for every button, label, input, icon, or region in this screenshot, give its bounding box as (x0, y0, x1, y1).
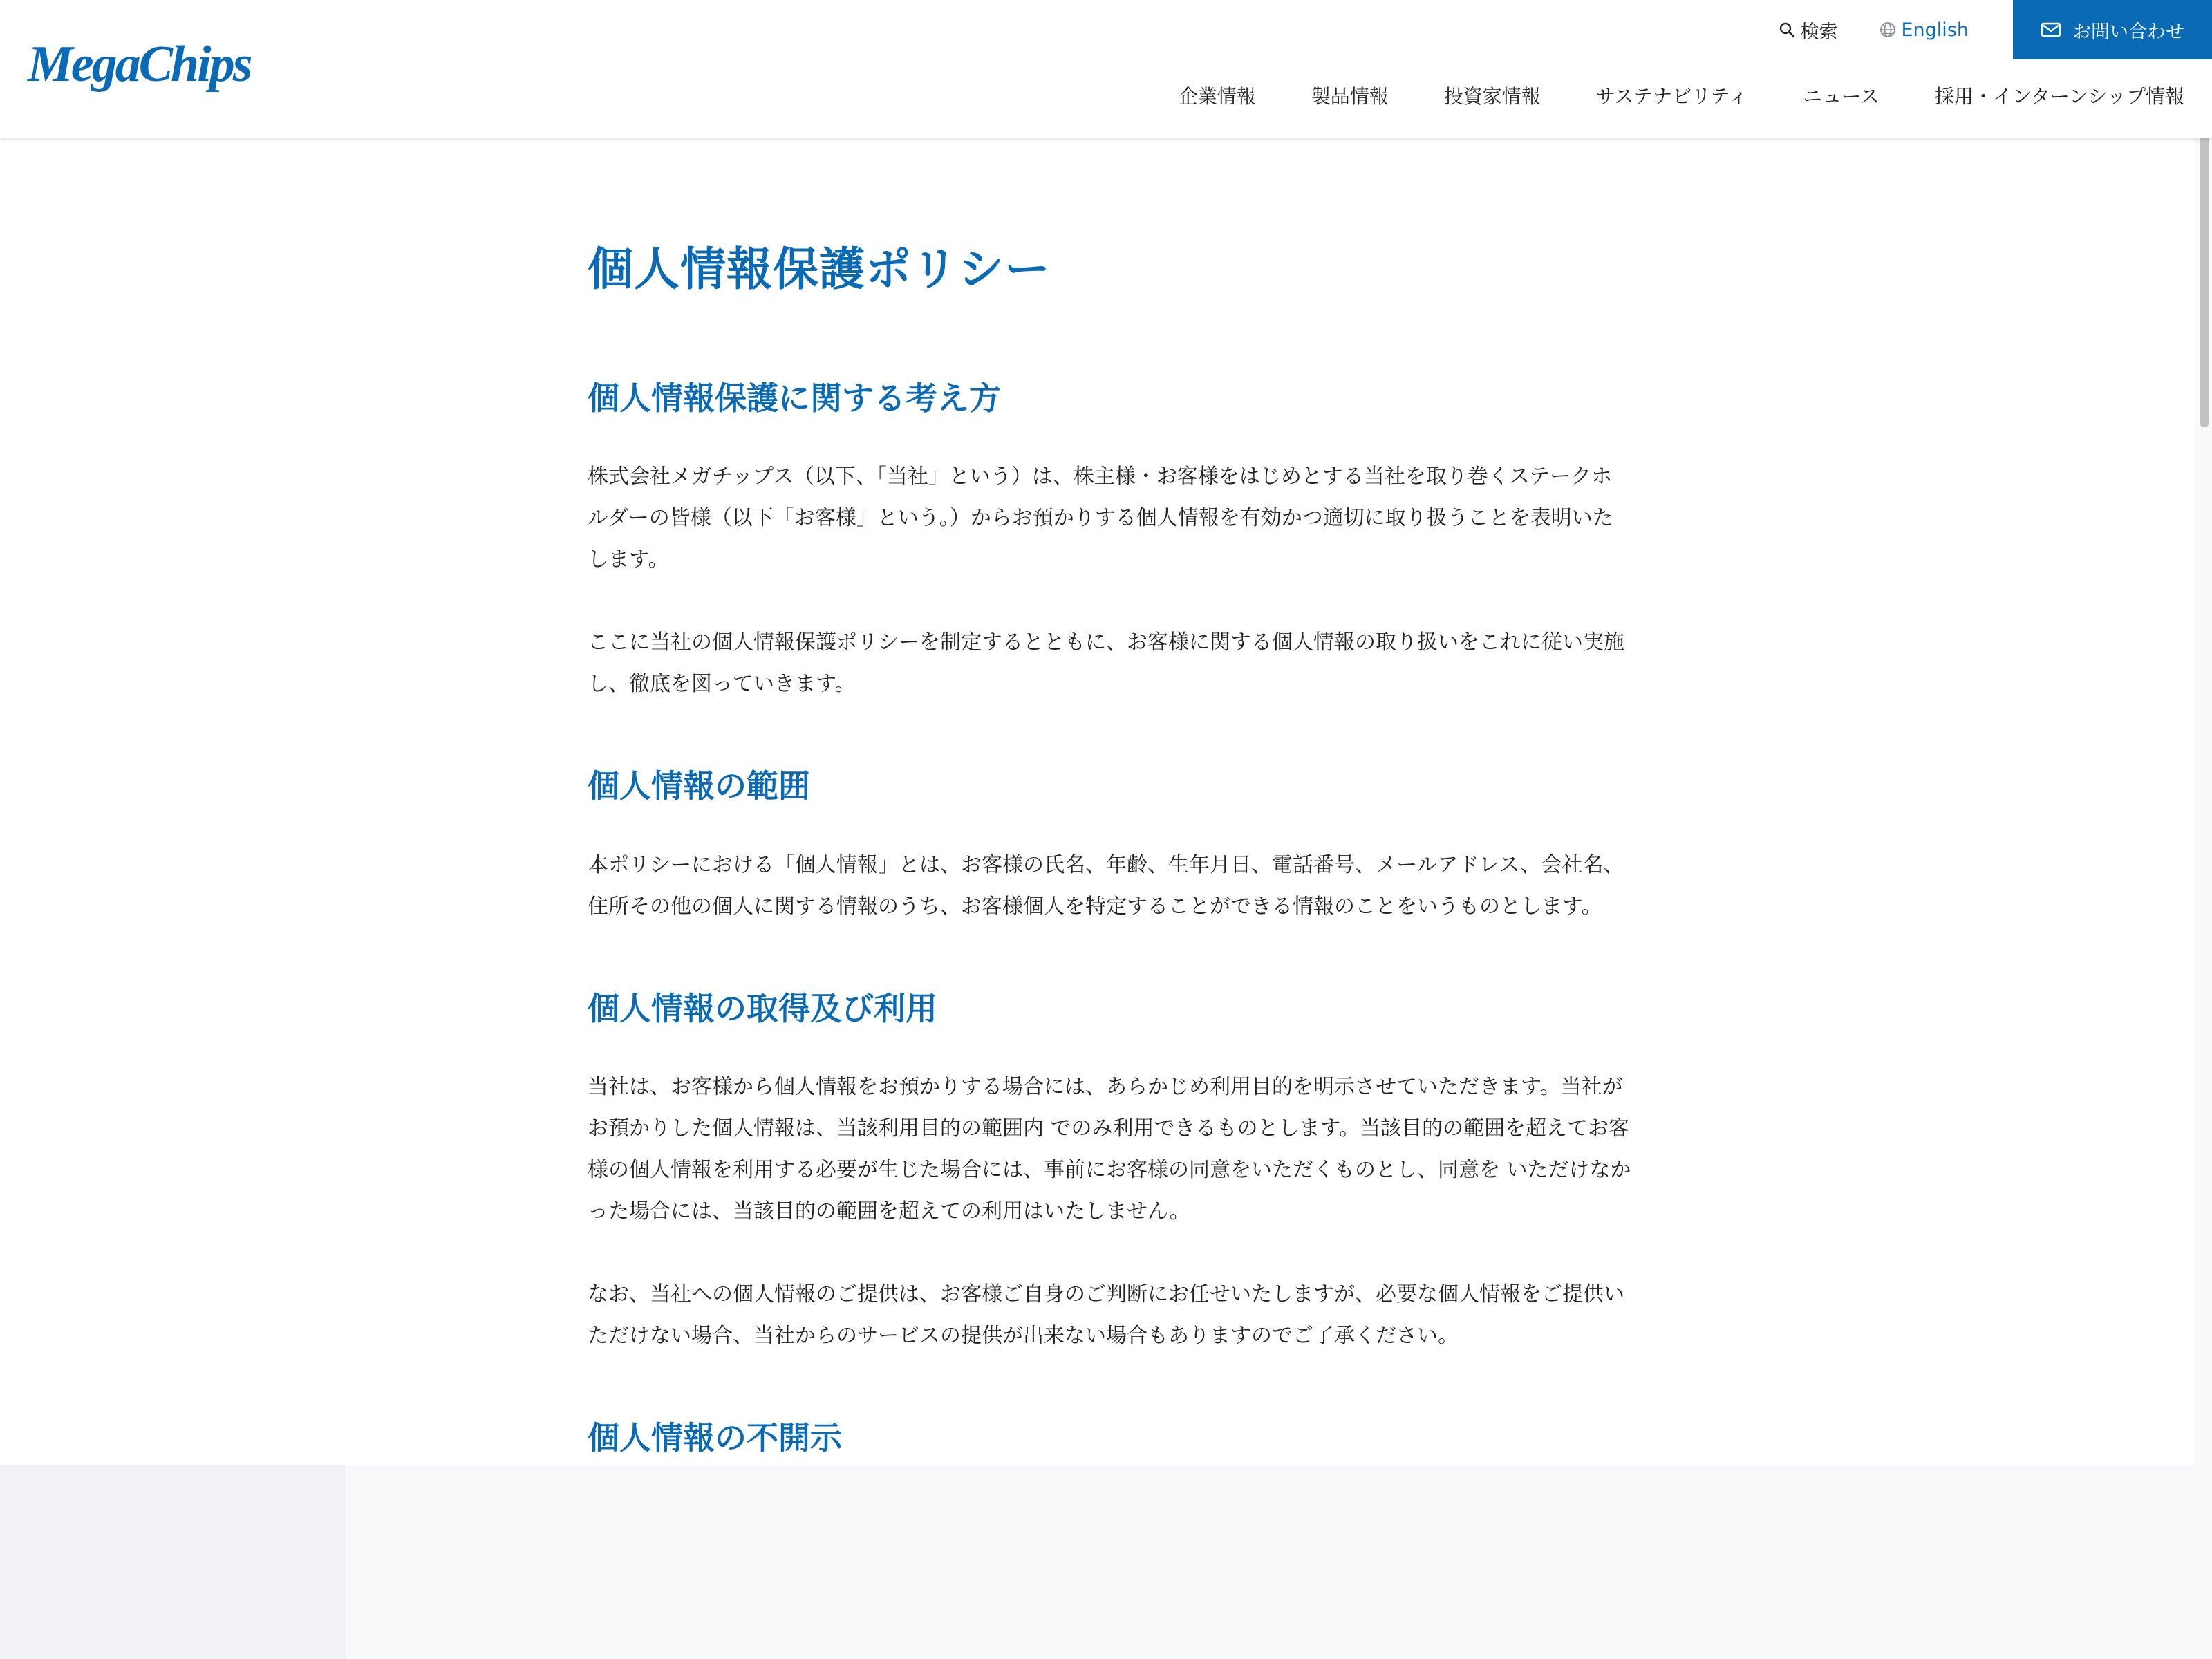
section-paragraph: なお、当社への個人情報のご提供は、お客様ご自身のご判断にお任せいたしますが、必要な個人情報をご提供いただけない場合、当社からのサービスの提供が出来ない場合もありますのでご了承ください。 (588, 1282, 1624, 1348)
search-icon (1779, 21, 1795, 38)
contact-button[interactable] (2013, 0, 2212, 59)
language-switch[interactable] (1880, 19, 1969, 41)
section-paragraph: 本ポリシーにおける「個人情報」とは、お客様の氏名、年齢、生年月日、電話番号、メールアドレス、会社名、住所その他の個人に関する情報のうち、お客様個人を特定することができる情報のことをいうものとします。 (588, 852, 1624, 919)
section-title: 個人情報の取得及び利用 (588, 989, 937, 1027)
section-paragraph: 株式会社メガチップス（以下、「当社」という）は、株主様・お客様をはじめとする当社を取り巻くステークホルダーの皆様（以下「お客様」という。）からお預かりする個人情報を有効かつ適切に取り扱うことを表明いたします。 (588, 465, 1613, 572)
globe-icon (1880, 21, 1896, 38)
search-link[interactable] (1779, 17, 1838, 44)
section-acquisition-use (588, 990, 1631, 1357)
nav-item-company[interactable]: 企業情報 (1178, 85, 1256, 108)
cookie-banner-panel (0, 1465, 346, 1659)
main-content (588, 242, 1631, 1457)
nav-item-careers[interactable]: 採用・インターンシップ情報 (1934, 85, 2184, 108)
section-paragraph: 当社は、お客様から個人情報をお預かりする場合には、あらかじめ利用目的を明示させていただきます。当社がお預かりした個人情報は、当該利用目的の範囲内 でのみ利用できるものとします。当該目的の範囲を超えてお客様の個人情報を利用する必要が生じた場合には、事前にお客様の同意をいただくものとし、同意を いただけなかった場合には、当該目的の範囲を超えての利用はいたしません。 (588, 1074, 1631, 1224)
nav-item-investors[interactable]: 投資家情報 (1443, 85, 1541, 108)
section-scope (588, 767, 1631, 927)
utility-bar (1779, 0, 2212, 59)
site-header (0, 0, 2212, 138)
section-policy-concept (588, 379, 1631, 705)
contact-label: お問い合わせ (2072, 21, 2184, 43)
global-nav (1179, 82, 2184, 109)
cookie-banner (0, 1465, 2195, 1659)
mail-icon (2041, 21, 2061, 38)
section-title: 個人情報保護に関する考え方 (588, 379, 1001, 418)
section-non-disclosure (588, 1419, 1631, 1457)
page-title: 個人情報保護ポリシー (588, 243, 1051, 296)
megachips-logo[interactable]: MegaChips (28, 36, 251, 93)
nav-item-news[interactable]: ニュース (1803, 85, 1880, 108)
search-label: 検索 (1800, 21, 1838, 43)
section-paragraph: ここに当社の個人情報保護ポリシーを制定するとともに、お客様に関する個人情報の取り扱いをこれに従い実施し、徹底を図っていきます。 (588, 630, 1624, 697)
section-title: 個人情報の不開示 (588, 1418, 842, 1456)
section-title: 個人情報の範囲 (588, 767, 810, 805)
language-label: English (1901, 19, 1969, 41)
nav-item-sustainability[interactable]: サステナビリティ (1595, 85, 1748, 108)
scrollbar[interactable] (2195, 0, 2212, 1659)
nav-item-products[interactable]: 製品情報 (1311, 85, 1389, 108)
